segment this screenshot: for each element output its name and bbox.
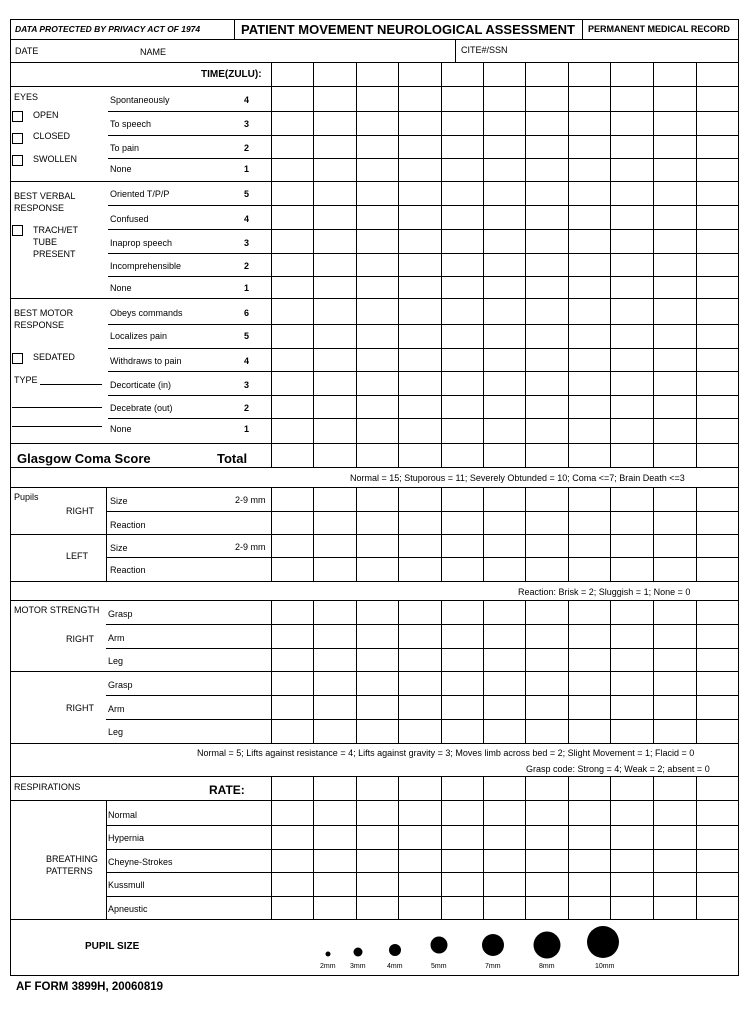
eyes-row-score: 4 xyxy=(244,95,250,105)
motor-row-score: 6 xyxy=(244,308,250,318)
open-checkbox[interactable] xyxy=(12,111,23,122)
pupil-range: 2-9 mm xyxy=(235,542,266,552)
pupils-label: Pupils xyxy=(14,492,39,502)
gcs-total-label: Total xyxy=(217,451,248,466)
eyes-row-label: To pain xyxy=(110,143,140,153)
sedated-label: SEDATED xyxy=(33,352,75,362)
respirations-label: RESPIRATIONS xyxy=(14,782,81,792)
eyes-row-score: 3 xyxy=(244,119,250,129)
cite-ssn-label: CITE#/SSN xyxy=(461,45,508,55)
motor-row-label: Withdraws to pain xyxy=(110,356,182,366)
pupil-size-dot-label: 5mm xyxy=(431,963,447,970)
breathing-pattern-label: Kussmull xyxy=(108,880,145,890)
pupil-size-dot-label: 4mm xyxy=(387,963,403,970)
breathing-patterns-label: BREATHING xyxy=(46,854,98,864)
verbal-label: BEST VERBAL xyxy=(14,191,76,201)
pupil-size-title: PUPIL SIZE xyxy=(85,941,140,952)
pupil-size-dot-label: 10mm xyxy=(595,963,615,970)
eyes-row-label: To speech xyxy=(110,119,152,129)
motor-label: BEST MOTOR xyxy=(14,308,74,318)
trach-tube-label: TRACH/ET xyxy=(33,225,78,235)
verbal-row-score: 2 xyxy=(244,261,250,271)
verbal-row-label: Oriented T/P/P xyxy=(110,189,170,199)
verbal-row-label: Inaprop speech xyxy=(110,238,173,248)
verbal-row-label: None xyxy=(110,283,132,293)
pupil-size-dot xyxy=(482,934,504,956)
trach-tube-checkbox[interactable] xyxy=(12,225,23,236)
pupil-size-dot-label: 2mm xyxy=(320,963,336,970)
breathing-pattern-label: Normal xyxy=(108,810,138,820)
open-label: OPEN xyxy=(33,110,59,120)
pupil-reaction-label: Reaction xyxy=(110,565,146,575)
eyes-row-label: None xyxy=(110,164,132,174)
motor-row-score: 2 xyxy=(244,403,250,413)
record-type: PERMANENT MEDICAL RECORD xyxy=(588,24,730,34)
pupils-left-label: LEFT xyxy=(66,551,89,561)
motor-row-label: None xyxy=(110,424,132,434)
gcs-legend: Normal = 15; Stuporous = 11; Severely Obtunded = 10; Coma <=7; Brain Death <=3 xyxy=(350,473,685,483)
pupil-size-dot xyxy=(389,944,401,956)
strength-legend: Normal = 5; Lifts against resistance = 4; Lifts against gravity = 3; Moves limb across bed = 2; Slight Movement = 1; Flacid = 0 xyxy=(197,748,695,758)
verbal-row-score: 4 xyxy=(244,214,250,224)
motor-row-label: Decebrate (out) xyxy=(110,403,173,413)
pupil-size-dot-label: 7mm xyxy=(485,963,501,970)
date-label: DATE xyxy=(15,46,39,56)
motor-row-label: Decorticate (in) xyxy=(110,380,172,390)
eyes-row-score: 1 xyxy=(244,164,250,174)
motor-strength-label: MOTOR STRENGTH xyxy=(14,605,100,615)
motor-row-score: 3 xyxy=(244,380,250,390)
pupil-size-dot xyxy=(587,926,619,958)
grasp-label: Grasp xyxy=(108,609,133,619)
strength-side-label: RIGHT xyxy=(66,634,94,644)
arm-label: Arm xyxy=(108,633,125,643)
verbal-row-label: Confused xyxy=(110,214,149,224)
verbal-row-label: Incomprehensible xyxy=(110,261,182,271)
pupil-size-dot-label: 8mm xyxy=(539,963,555,970)
type-label: TYPE xyxy=(14,375,38,385)
breathing-pattern-label: Cheyne-Strokes xyxy=(108,857,173,867)
grasp-label: Grasp xyxy=(108,680,133,690)
motor-row-score: 1 xyxy=(244,424,250,434)
trach-tube-label: PRESENT xyxy=(33,249,76,259)
pupil-size-label: Size xyxy=(110,543,128,553)
motor-row-label: Obeys commands xyxy=(110,308,183,318)
eyes-row-label: Spontaneously xyxy=(110,95,170,105)
pupil-size-dot xyxy=(326,952,331,957)
time-zulu-label: TIME(ZULU): xyxy=(201,69,262,80)
breathing-patterns-label: PATTERNS xyxy=(46,866,93,876)
pupil-size-dot xyxy=(431,937,448,954)
verbal-row-score: 1 xyxy=(244,283,250,293)
privacy-act-notice: DATA PROTECTED BY PRIVACY ACT OF 1974 xyxy=(15,24,201,34)
verbal-label: RESPONSE xyxy=(14,203,65,213)
motor-row-label: Localizes pain xyxy=(110,331,168,341)
reaction-legend: Reaction: Brisk = 2; Sluggish = 1; None = 0 xyxy=(518,587,691,597)
motor-row-score: 5 xyxy=(244,331,250,341)
pupil-size-dot xyxy=(534,932,561,959)
leg-label: Leg xyxy=(108,656,124,666)
gcs-label: Glasgow Coma Score xyxy=(17,451,151,466)
closed-checkbox[interactable] xyxy=(12,133,23,144)
motor-label: RESPONSE xyxy=(14,320,65,330)
verbal-row-score: 3 xyxy=(244,238,250,248)
eyes-row-score: 2 xyxy=(244,143,250,153)
motor-row-score: 4 xyxy=(244,356,250,366)
pupil-size-dot xyxy=(354,948,363,957)
sedated-checkbox[interactable] xyxy=(12,353,23,364)
form-title: PATIENT MOVEMENT NEUROLOGICAL ASSESSMENT xyxy=(241,22,575,37)
swollen-label: SWOLLEN xyxy=(33,154,78,164)
pupil-size-dot-label: 3mm xyxy=(350,963,366,970)
arm-label: Arm xyxy=(108,704,125,714)
strength-side-label: RIGHT xyxy=(66,703,94,713)
pupil-size-label: Size xyxy=(110,496,128,506)
trach-tube-label: TUBE xyxy=(33,237,58,247)
pupil-range: 2-9 mm xyxy=(235,495,266,505)
leg-label: Leg xyxy=(108,727,124,737)
name-label: NAME xyxy=(140,47,167,57)
grasp-code-legend: Grasp code: Strong = 4; Weak = 2; absent = 0 xyxy=(526,764,710,774)
pupils-right-label: RIGHT xyxy=(66,506,94,516)
eyes-label: EYES xyxy=(14,92,39,102)
closed-label: CLOSED xyxy=(33,131,71,141)
verbal-row-score: 5 xyxy=(244,189,250,199)
swollen-checkbox[interactable] xyxy=(12,155,23,166)
pupil-reaction-label: Reaction xyxy=(110,520,146,530)
rate-label: RATE: xyxy=(209,783,245,797)
breathing-pattern-label: Apneustic xyxy=(108,904,148,914)
form-number: AF FORM 3899H, 20060819 xyxy=(16,981,164,993)
breathing-pattern-label: Hypernia xyxy=(108,833,145,843)
